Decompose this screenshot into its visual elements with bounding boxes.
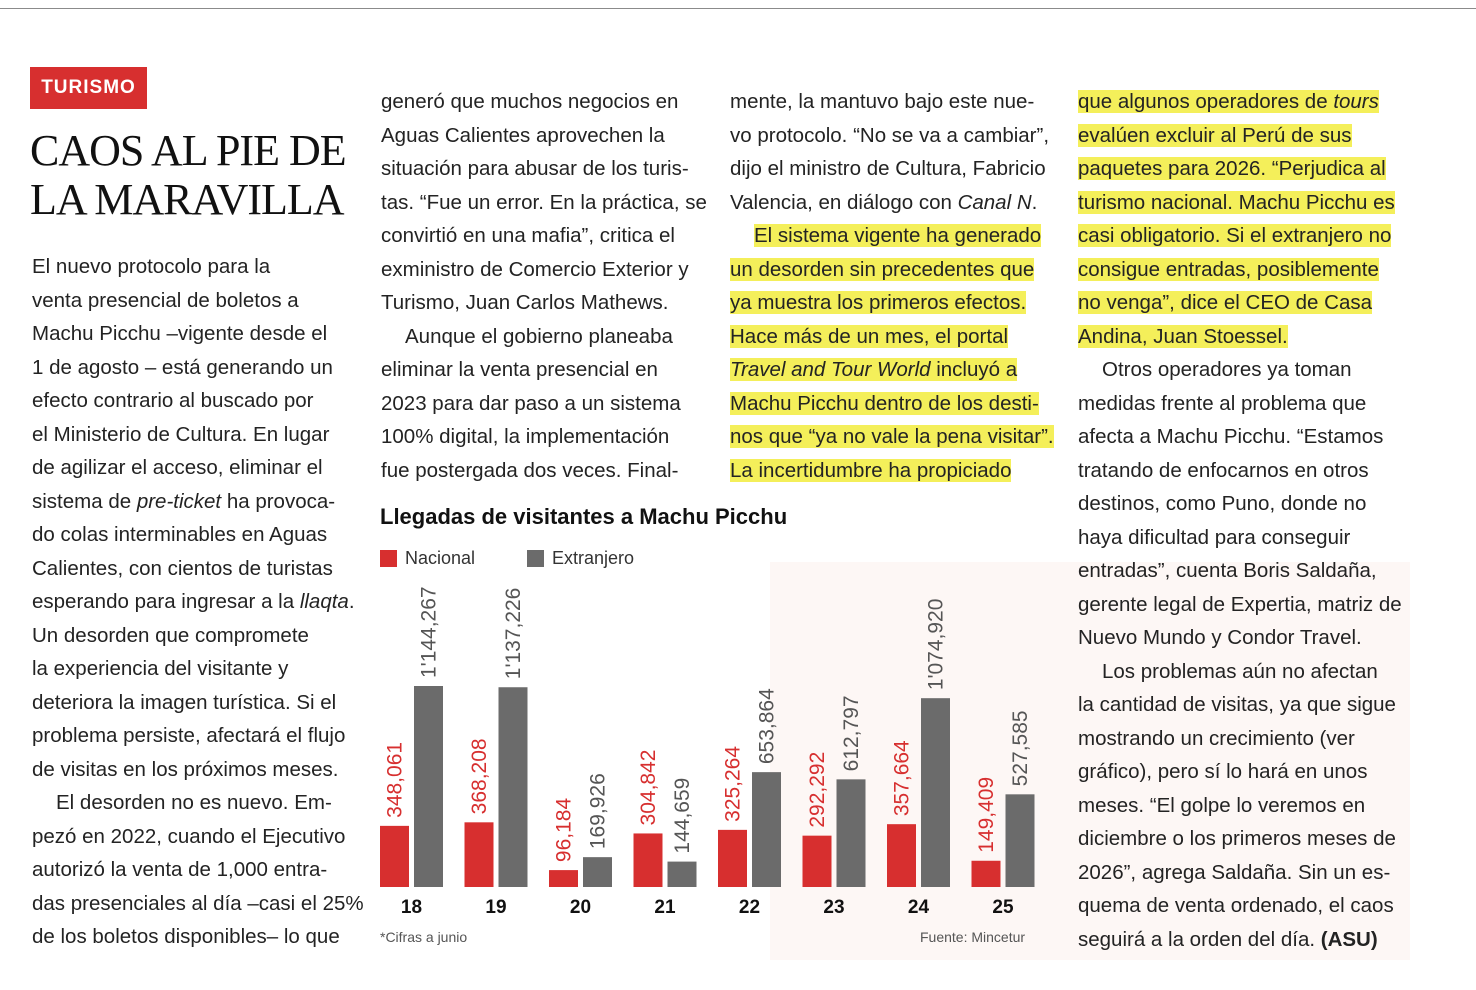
text-segment: fue postergada dos veces. Final- — [381, 458, 679, 482]
text-segment: deteriora la imagen turística. Si el — [32, 690, 337, 714]
text-line — [381, 353, 707, 387]
text-segment: seguirá a la orden del día. — [1078, 927, 1321, 951]
text-line — [32, 887, 364, 921]
bar-nacional-25 — [972, 861, 1001, 887]
legend-swatch-extranjero — [527, 550, 544, 567]
text-line — [730, 353, 1054, 387]
x-tick-label-25: 25 — [992, 897, 1014, 918]
text-segment: Nuevo Mundo y Condor Travel. — [1078, 626, 1362, 649]
highlighted-text: La incertidumbre ha propiciado — [730, 458, 1012, 482]
highlighted-text: no venga”, dice el CEO de Casa — [1078, 291, 1372, 314]
text-segment: do colas interminables en Aguas — [32, 523, 328, 546]
visitor-arrivals-bar-chart — [370, 570, 1050, 925]
bar-extranjero-18 — [414, 686, 443, 887]
text-segment: vo protocolo. “No se va a cambiar”, — [730, 123, 1050, 147]
legend-label-nacional: Nacional — [405, 548, 476, 568]
bar-nacional-22 — [718, 830, 747, 887]
text-line — [381, 420, 707, 454]
text-segment: convirtió en una mafia”, critica el — [381, 224, 675, 247]
highlighted-text: un desorden sin precedentes que — [730, 257, 1035, 281]
text-line — [730, 85, 1054, 119]
highlighted-text: Andina, Juan Stoessel. — [1078, 324, 1288, 348]
highlighted-text: evalúen excluir al Perú de sus — [1078, 123, 1352, 147]
text-segment: generó que muchos negocios en — [381, 90, 679, 113]
text-segment: 2023 para dar paso a un sistema — [381, 391, 681, 415]
article-column-2 — [381, 85, 707, 487]
text-segment: eliminar la venta presencial en — [381, 358, 658, 381]
text-line — [1078, 923, 1402, 957]
text-line — [1078, 621, 1402, 655]
text-segment: ha provoca- — [221, 489, 336, 513]
bar-extranjero-25 — [1006, 794, 1035, 887]
text-segment: pre-ticket — [136, 489, 222, 513]
text-line — [32, 719, 364, 753]
text-line — [730, 286, 1054, 320]
bar-nacional-23 — [803, 836, 832, 887]
text-line — [730, 420, 1054, 454]
text-segment: de los boletos disponibles– lo que — [32, 925, 340, 948]
text-segment: pezó en 2022, cuando el Ejecutivo — [32, 824, 346, 848]
data-label-extranjero-19: 1'137,226 — [502, 587, 525, 680]
text-segment: exministro de Comercio Exterior y — [381, 257, 689, 281]
data-label-extranjero-21: 144,659 — [671, 777, 694, 854]
headline-line: LA MARAVILLA — [30, 175, 344, 224]
text-line — [1078, 487, 1402, 521]
text-line — [1078, 822, 1402, 856]
text-segment: entradas”, cuenta Boris Saldaña, — [1078, 559, 1377, 582]
text-segment: Un desorden que compromete — [32, 623, 309, 647]
text-line — [32, 284, 364, 318]
text-line — [1078, 219, 1402, 253]
chart-footnote: *Cifras a junio — [380, 929, 468, 945]
highlighted-text: casi obligatorio. Si el extranjero no — [1078, 224, 1392, 247]
text-segment: venta presencial de boletos a — [32, 288, 299, 312]
highlighted-text: que algunos operadores de — [1078, 90, 1334, 113]
text-segment: 1 de agosto – está generando un — [32, 355, 333, 379]
text-segment: autorizó la venta de 1,000 entra- — [32, 858, 328, 881]
text-segment: Calientes, con cientos de turistas — [32, 556, 333, 580]
text-line — [32, 250, 364, 284]
text-line — [32, 920, 364, 954]
text-segment: mente, la mantuvo bajo este nue- — [730, 90, 1035, 113]
text-line — [32, 351, 364, 385]
data-label-extranjero-24: 1'074,920 — [924, 598, 948, 691]
article-column-3 — [730, 85, 1054, 487]
text-line — [1078, 119, 1402, 153]
bar-extranjero-19 — [499, 687, 528, 887]
data-label-extranjero-25: 527,585 — [1009, 710, 1032, 787]
text-line — [32, 317, 364, 351]
text-segment: de visitas en los próximos meses. — [32, 757, 339, 781]
text-segment: sistema de — [32, 489, 137, 513]
highlighted-text: Machu Picchu dentro de los desti- — [730, 391, 1039, 415]
text-line — [32, 384, 364, 418]
text-line — [1078, 722, 1402, 756]
text-segment: Otros operadores ya toman — [1102, 358, 1352, 381]
text-segment: Los problemas aún no afectan — [1102, 659, 1378, 683]
text-line — [32, 418, 364, 452]
text-line — [32, 786, 364, 820]
text-line — [32, 686, 364, 720]
text-segment: Turismo, Juan Carlos Mathews. — [381, 291, 669, 314]
text-line — [730, 387, 1054, 421]
text-line — [1078, 320, 1402, 354]
headline-line: CAOS AL PIE DE — [30, 126, 346, 175]
text-line — [730, 186, 1054, 220]
text-segment: Aguas Calientes aprovechen la — [381, 123, 665, 147]
text-segment: haya dificultad para conseguir — [1078, 525, 1351, 549]
text-segment: gerente legal de Expertia, matriz de — [1078, 592, 1402, 616]
text-line — [32, 820, 364, 854]
legend-swatch-nacional — [380, 550, 397, 567]
bar-nacional-20 — [549, 870, 578, 887]
text-segment: mostrando un crecimiento (ver — [1078, 726, 1355, 750]
text-line — [32, 552, 364, 586]
data-label-extranjero-18: 1'144,267 — [417, 586, 441, 678]
highlighted-text: incluyó a — [930, 358, 1018, 381]
text-segment: El desorden no es nuevo. Em- — [56, 791, 332, 814]
text-segment: de agilizar el acceso, eliminar el — [32, 456, 323, 479]
text-segment: Valencia, en diálogo con — [730, 190, 958, 214]
text-line — [1078, 353, 1402, 387]
text-line — [1078, 755, 1402, 789]
headline — [30, 126, 380, 224]
text-line — [32, 652, 364, 686]
text-segment: tratando de enfocarnos en otros — [1078, 458, 1369, 482]
x-tick-label-23: 23 — [823, 897, 845, 918]
data-label-nacional-24: 357,664 — [890, 740, 914, 817]
data-label-nacional-19: 368,208 — [468, 738, 491, 815]
bar-extranjero-23 — [837, 779, 866, 887]
highlighted-text: nos que “ya no vale la pena visitar”. — [730, 425, 1054, 448]
text-segment: dijo el ministro de Cultura, Fabricio — [730, 157, 1046, 180]
bar-extranjero-20 — [583, 857, 612, 887]
x-tick-label-22: 22 — [738, 897, 761, 918]
bar-nacional-19 — [465, 822, 494, 887]
text-line — [1078, 253, 1402, 287]
top-rule — [0, 8, 1476, 9]
text-line — [1078, 889, 1402, 923]
bar-extranjero-21 — [668, 862, 697, 887]
text-segment: el Ministerio de Cultura. En lugar — [32, 422, 330, 446]
text-line — [1078, 554, 1402, 588]
text-line — [381, 387, 707, 421]
text-line — [32, 518, 364, 552]
text-segment: diciembre o los primeros meses de — [1078, 827, 1396, 850]
text-line — [730, 219, 1054, 253]
x-tick-label-19: 19 — [485, 897, 507, 918]
text-line — [381, 286, 707, 320]
chart-title: Llegadas de visitantes a Machu Picchu — [380, 504, 788, 529]
text-line — [730, 253, 1054, 287]
text-line — [32, 585, 364, 619]
section-tag: TURISMO — [30, 67, 147, 109]
text-segment: efecto contrario al buscado por — [32, 389, 314, 412]
text-segment: Aunque el gobierno planeaba — [405, 324, 673, 348]
text-segment: medidas frente al problema que — [1078, 391, 1367, 415]
text-line — [1078, 152, 1402, 186]
text-segment: problema persiste, afectará el flujo — [32, 724, 346, 747]
highlighted-text: ya muestra los primeros efectos. — [730, 291, 1027, 314]
text-line — [1078, 85, 1402, 119]
text-segment: destinos, como Puno, donde no — [1078, 492, 1367, 515]
text-segment: . — [1031, 190, 1038, 214]
text-segment: El nuevo protocolo para la — [32, 255, 271, 278]
text-line — [1078, 454, 1402, 488]
text-segment: gráfico), pero sí lo hará en unos — [1078, 760, 1368, 783]
text-line — [1078, 688, 1402, 722]
highlighted-text: consigue entradas, posiblemente — [1078, 257, 1379, 281]
text-line — [381, 186, 707, 220]
text-segment: Canal N — [957, 190, 1032, 214]
article-column-4 — [1078, 85, 1402, 956]
chart-source: Fuente: Mincetur — [920, 929, 1026, 945]
data-label-nacional-23: 292,292 — [806, 751, 829, 828]
text-segment: meses. “El golpe lo veremos en — [1078, 793, 1366, 817]
article-column-1 — [32, 250, 364, 954]
text-line — [32, 619, 364, 653]
text-segment: afecta a Machu Picchu. “Estamos — [1078, 425, 1384, 448]
text-line — [1078, 186, 1402, 220]
text-line — [1078, 655, 1402, 689]
text-line — [1078, 387, 1402, 421]
text-line — [730, 119, 1054, 153]
legend-item-extranjero — [527, 548, 634, 569]
text-segment: esperando para ingresar a la — [32, 590, 300, 613]
text-segment: tas. “Fue un error. En la práctica, se — [381, 190, 707, 214]
text-line — [381, 119, 707, 153]
text-segment: das presenciales al día –casi el 25% — [32, 891, 364, 915]
text-line — [381, 454, 707, 488]
data-label-nacional-25: 149,409 — [975, 776, 998, 853]
text-line — [1078, 588, 1402, 622]
text-segment: llaqta — [299, 590, 349, 613]
highlighted-text: turismo nacional. Machu Picchu es — [1078, 190, 1395, 214]
text-line — [32, 485, 364, 519]
text-segment: quema de venta ordenado, el caos — [1078, 894, 1394, 917]
text-line — [1078, 856, 1402, 890]
text-segment: Machu Picchu –vigente desde el — [32, 322, 328, 345]
data-label-extranjero-22: 653,864 — [755, 688, 779, 765]
bar-nacional-18 — [380, 826, 409, 887]
text-line — [1078, 789, 1402, 823]
text-line — [32, 753, 364, 787]
x-tick-label-24: 24 — [907, 897, 930, 918]
text-line — [32, 451, 364, 485]
text-line — [1078, 286, 1402, 320]
data-label-nacional-22: 325,264 — [721, 745, 745, 822]
text-line — [730, 454, 1054, 488]
legend-label-extranjero: Extranjero — [552, 548, 635, 568]
legend-item-nacional — [380, 548, 475, 569]
text-segment: . — [348, 590, 355, 613]
x-tick-label-20: 20 — [569, 897, 592, 918]
bar-nacional-21 — [634, 833, 663, 887]
text-line — [1078, 420, 1402, 454]
data-label-nacional-18: 348,061 — [383, 741, 407, 818]
data-label-extranjero-23: 612,797 — [840, 695, 863, 772]
text-segment: (ASU) — [1320, 927, 1378, 951]
highlighted-text: paquetes para 2026. “Perjudica al — [1078, 157, 1386, 180]
text-line — [381, 320, 707, 354]
highlighted-text: Travel and Tour World — [730, 358, 931, 381]
text-segment: 2026”, agrega Saldaña. Sin un es- — [1078, 860, 1391, 884]
text-line — [381, 253, 707, 287]
x-tick-label-18: 18 — [400, 897, 423, 918]
data-label-nacional-21: 304,842 — [637, 749, 660, 826]
bar-nacional-24 — [887, 824, 916, 887]
text-segment: 100% digital, la implementación — [381, 425, 670, 448]
x-tick-label-21: 21 — [654, 897, 676, 918]
data-label-nacional-20: 96,184 — [552, 797, 576, 863]
highlighted-text: Hace más de un mes, el portal — [730, 324, 1009, 348]
highlighted-text: El sistema vigente ha generado — [754, 224, 1042, 247]
highlighted-text: tours — [1333, 90, 1379, 113]
text-line — [730, 152, 1054, 186]
bar-extranjero-24 — [921, 698, 950, 887]
bar-extranjero-22 — [752, 772, 781, 887]
text-segment: la cantidad de visitas, ya que sigue — [1078, 693, 1396, 716]
text-line — [32, 853, 364, 887]
text-segment: la experiencia del visitante y — [32, 657, 289, 680]
text-line — [381, 85, 707, 119]
text-line — [381, 152, 707, 186]
text-segment: situación para abusar de los turis- — [381, 157, 689, 180]
text-line — [730, 320, 1054, 354]
text-line — [1078, 521, 1402, 555]
data-label-extranjero-20: 169,926 — [586, 773, 610, 850]
text-line — [381, 219, 707, 253]
